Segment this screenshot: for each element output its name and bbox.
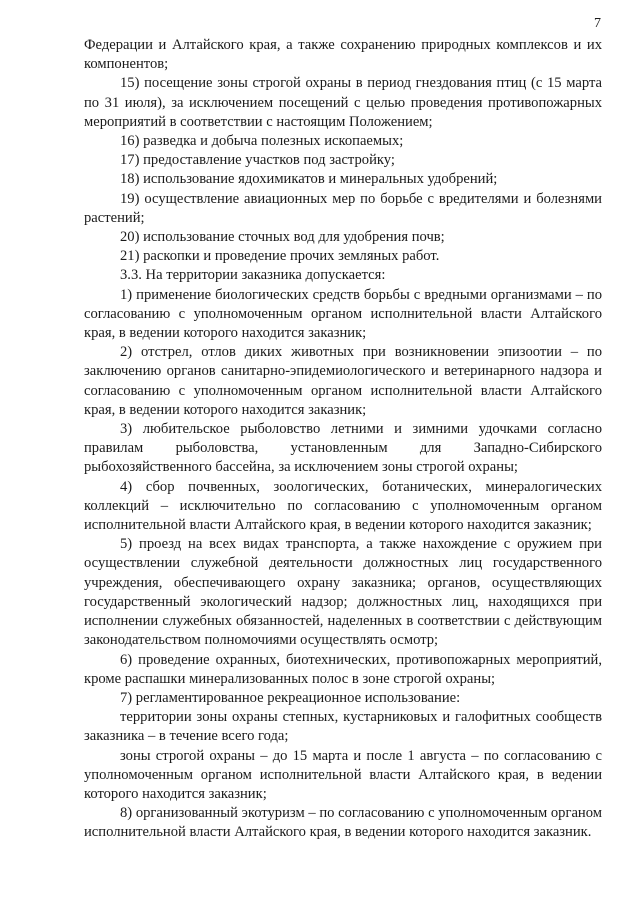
paragraph: 21) раскопки и проведение прочих земляных работ. [120, 248, 440, 265]
paragraph: 15) посещение зоны строгой охраны в период гнездования птиц (с 15 марта по 31 июля), за исключением посещений с целью проведения противопожарных мероприятий в соответствии с настоящим Положением; [84, 75, 602, 130]
paragraph: 8) организованный экотуризм – по согласованию с уполномоченным органом исполнительной власти Алтайского края, в ведении которого находится заказник. [84, 805, 602, 841]
paragraph: 4) сбор почвенных, зоологических, ботанических, минералогических коллекций – исключительно по согласованию с уполномоченным органом исполнительной власти Алтайского края, в ведении которого находится заказник; [84, 478, 602, 534]
paragraph: 19) осуществление авиационных мер по борьбе с вредителями и болезнями растений; [84, 190, 602, 226]
paragraph: 16) разведка и добыча полезных ископаемых; [120, 133, 404, 150]
paragraph: 20) использование сточных вод для удобрения почв; [120, 229, 445, 246]
paragraph: территории зоны охраны степных, кустарниковых и галофитных сообществ заказника – в течение всего года; [84, 709, 602, 745]
document-body [84, 36, 602, 843]
page-number: 7 [594, 16, 601, 31]
paragraph: 3) любительское рыболовство летними и зимними удочками согласно правилам рыболовства, установленным для Западно-Сибирского рыбохозяйственного бассейна, за исключением зоны строгой охраны; [84, 421, 602, 476]
paragraph: 1) применение биологических средств борьбы с вредными организмами – по согласованию с уполномоченным органом исполнительной власти Алтайского края, в ведении которого находится заказник; [84, 286, 602, 342]
paragraph: 18) использование ядохимикатов и минеральных удобрений; [120, 171, 498, 188]
paragraph: Федерации и Алтайского края, а также сохранению природных комплексов и их компонентов; [84, 37, 602, 73]
paragraph: 2) отстрел, отлов диких животных при возникновении эпизоотии – по заключению органов санитарно-эпидемиологического и ветеринарного надзора и согласованию с уполномоченным органом исполнительной власти Алтайского края, в ведении которого находится заказник; [84, 344, 602, 418]
paragraph: 6) проведение охранных, биотехнических, противопожарных мероприятий, кроме распашки минерализованных полос в зоне строгой охраны; [84, 651, 602, 687]
paragraph: 17) предоставление участков под застройку; [120, 152, 395, 169]
paragraph: зоны строгой охраны – до 15 марта и после 1 августа – по согласованию с уполномоченным органом исполнительной власти Алтайского края, в ведении которого находится заказник; [84, 747, 602, 802]
paragraph: 5) проезд на всех видах транспорта, а также нахождение с оружием при осуществлении служебной деятельности должностных лиц государственного учреждения, обеспечивающего охрану заказника; органов, осуществляющих государственный экологический надзор; должностных лиц, находящихся при исполнении служебных обязанностей, наделенных в соответствии с действующим законодательством полномочиями осуществлять осмотр; [84, 536, 602, 649]
paragraph: 7) регламентированное рекреационное использование: [120, 689, 461, 706]
section-heading: 3.3. На территории заказника допускается: [120, 267, 386, 284]
